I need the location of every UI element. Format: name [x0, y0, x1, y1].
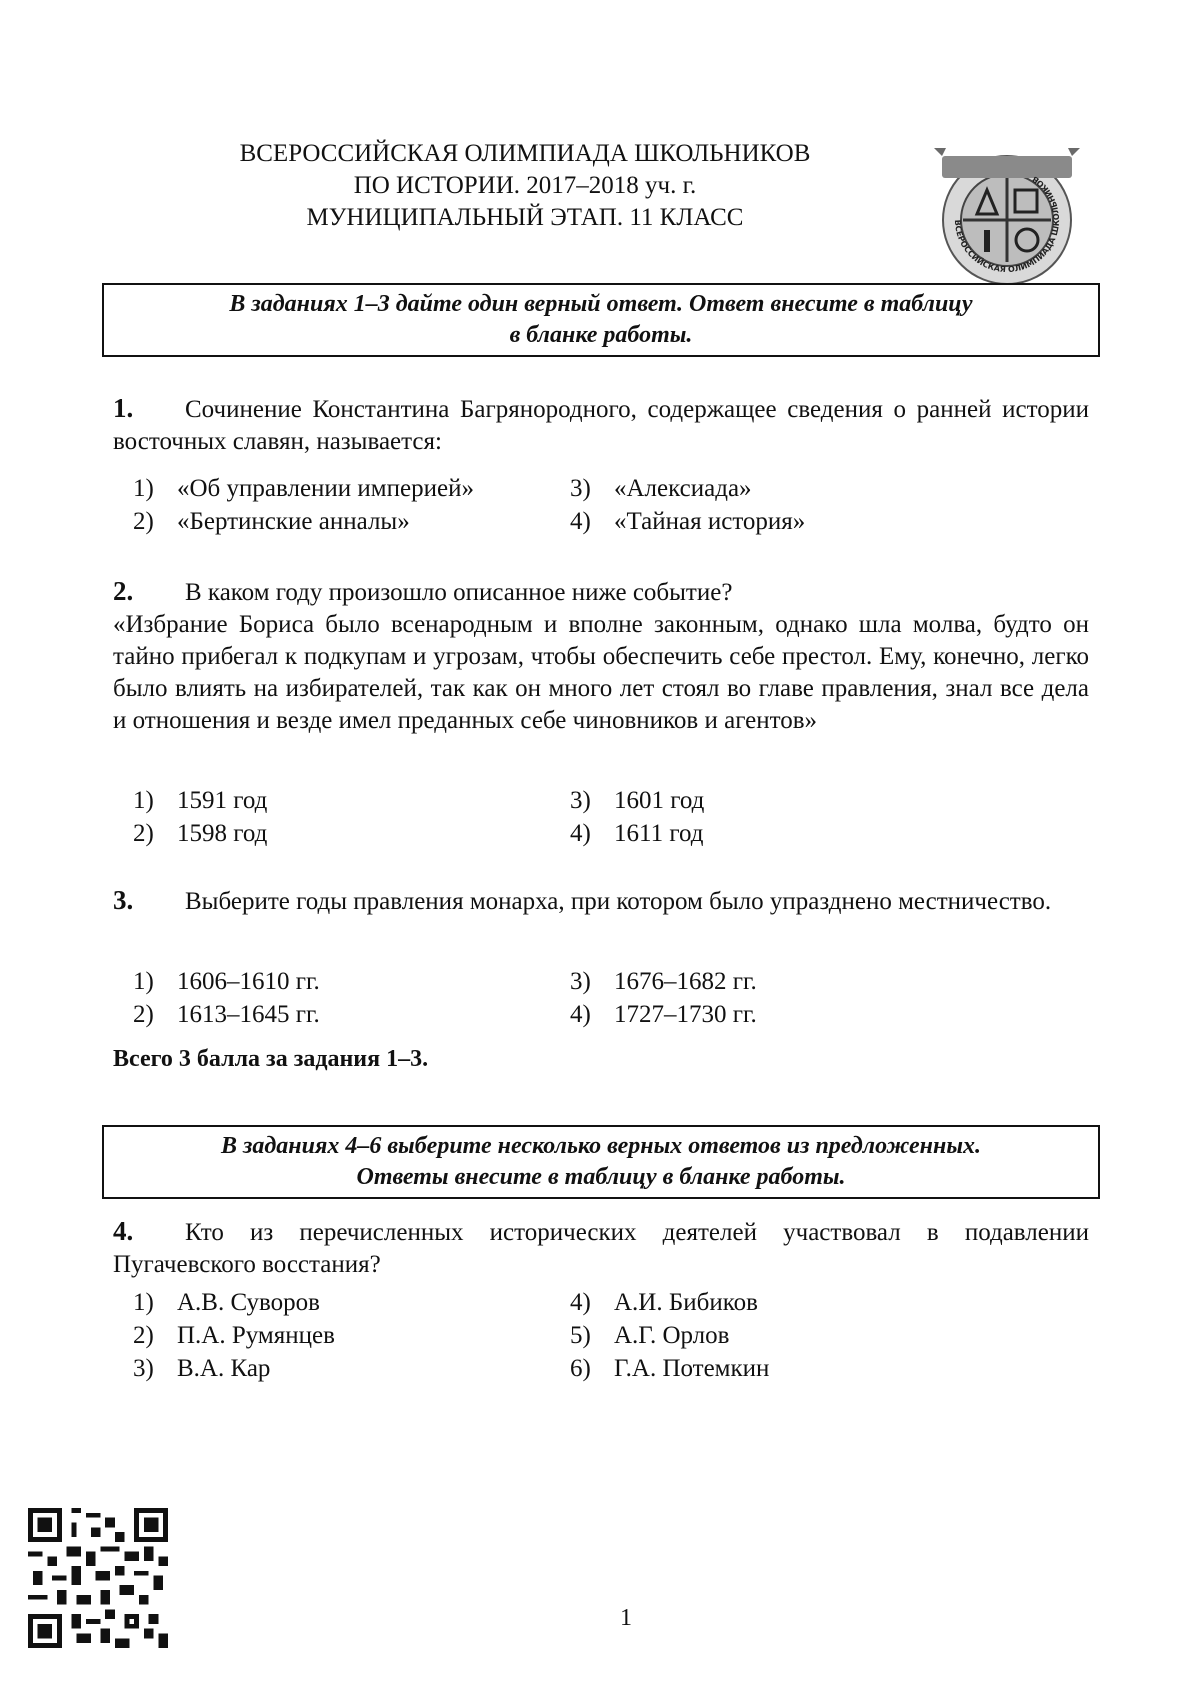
question-1-text: Сочинение Константина Багрянородного, содержащее сведения о ранней истории восточных славян, называется:: [113, 396, 1089, 455]
instruction-1-line-2: в бланке работы.: [509, 322, 693, 348]
question-3-number: 3.: [113, 885, 134, 915]
page-header: [130, 138, 920, 234]
question-4: [113, 1215, 1089, 1281]
option-q2-2: 2) 1598 год: [133, 820, 268, 847]
option-q4-1: 1) А.В. Суворов: [133, 1289, 320, 1316]
option-q3-3: 3) 1676–1682 гг.: [570, 968, 757, 995]
olympiad-logo-icon: [932, 138, 1082, 288]
question-4-number: 4.: [113, 1216, 134, 1246]
instruction-2-line-2: Ответы внесите в таблицу в бланке работы.: [356, 1164, 846, 1190]
question-2-number: 2.: [113, 576, 134, 606]
question-1: [113, 392, 1089, 458]
logo-ring-text: ВСЕРОССИЙСКАЯ ОЛИМПИАДА ШКОЛЬНИКОВ: [952, 174, 1062, 275]
option-q2-4: 4) 1611 год: [570, 820, 704, 847]
option-q4-2: 2) П.А. Румянцев: [133, 1322, 335, 1349]
option-q3-2: 2) 1613–1645 гг.: [133, 1001, 320, 1028]
option-q4-6: 6) Г.А. Потемкин: [570, 1355, 770, 1382]
question-1-number: 1.: [113, 393, 134, 423]
option-q3-4: 4) 1727–1730 гг.: [570, 1001, 757, 1028]
option-q1-1: 1) «Об управлении империей»: [133, 475, 474, 502]
option-q4-5: 5) А.Г. Орлов: [570, 1322, 730, 1349]
option-q2-3: 3) 1601 год: [570, 787, 705, 814]
question-2-quote: «Избрание Бориса было всенародным и вполне законным, однако шла молва, будто он тайно прибегал к подкупам и угрозам, чтобы обеспечить себе престол. Ему, конечно, легко было влиять на избирателей, так как он много лет стоял во главе правления, знал все дела и отношения и везде имел преданных себе чиновников и агентов»: [113, 611, 1089, 734]
question-2-text: В каком году произошло описанное ниже событие?: [185, 579, 733, 606]
question-3: [113, 884, 1089, 918]
option-q3-1: 1) 1606–1610 гг.: [133, 968, 320, 995]
page-number: 1: [620, 1605, 632, 1631]
question-3-text: Выберите годы правления монарха, при котором было упразднено местничество.: [185, 888, 1052, 915]
option-q1-4: 4) «Тайная история»: [570, 508, 806, 535]
option-q1-3: 3) «Алексиада»: [570, 475, 752, 502]
instruction-1-line-1: В заданиях 1–3 дайте один верный ответ. Ответ внесите в таблицу: [229, 291, 973, 317]
instruction-2-line-1: В заданиях 4–6 выберите несколько верных ответов из предложенных.: [221, 1133, 981, 1159]
header-line-2: ПО ИСТОРИИ. 2017–2018 уч. г.: [353, 172, 697, 199]
question-4-text: Кто из перечисленных исторических деятелей участвовал в подавлении Пугачевского восстания?: [113, 1219, 1089, 1278]
total-points: Всего 3 балла за задания 1–3.: [113, 1046, 429, 1072]
qr-code-icon: [28, 1508, 168, 1648]
header-line-1: ВСЕРОССИЙСКАЯ ОЛИМПИАДА ШКОЛЬНИКОВ: [239, 140, 811, 167]
option-q2-1: 1) 1591 год: [133, 787, 268, 814]
instruction-box-2: [102, 1125, 1100, 1199]
option-q1-2: 2) «Бертинские анналы»: [133, 508, 410, 535]
option-q4-3: 3) В.А. Кар: [133, 1355, 271, 1382]
header-line-3: МУНИЦИПАЛЬНЫЙ ЭТАП. 11 КЛАСС: [306, 204, 744, 231]
question-2: [113, 575, 1089, 737]
instruction-box-1: [102, 283, 1100, 357]
option-q4-4: 4) А.И. Бибиков: [570, 1289, 758, 1316]
